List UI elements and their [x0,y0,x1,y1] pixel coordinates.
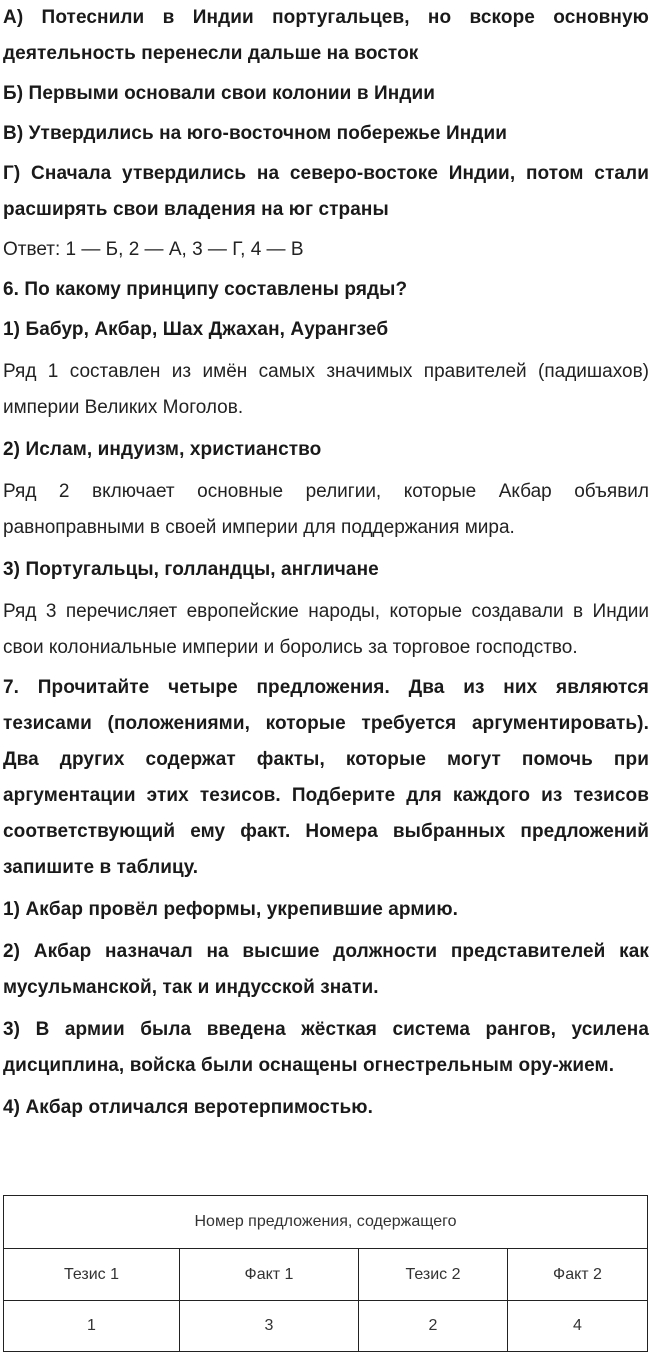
option-a: А) Потеснили в Индии португальцев, но вскоре основную деятельность перенесли дальше на восток [3,7,649,64]
row-2-explanation: Ряд 2 включает основные религии, которые Акбар объявил равноправными в своей империи для поддержания мира. [3,481,649,538]
option-c: В) Утвердились на юго-восточном побережье Индии [3,123,508,144]
sentence-4: 4) Акбар отличался веротерпимостью. [3,1097,373,1118]
row-3-explanation: Ряд 3 перечисляет европейские народы, которые создавали в Индии свои колониальные империи и боролись за торговое господство. [3,601,649,658]
row-1-explanation: Ряд 1 составлен из имён самых значимых правителей (падишахов) империи Великих Моголов. [3,361,649,418]
table-header: Номер предложения, содержащего [4,1196,648,1249]
value-thesis-1: 1 [4,1301,180,1352]
option-b: Б) Первыми основали свои колонии в Индии [3,83,436,104]
answer-5: Ответ: 1 — Б, 2 — А, 3 — Г, 4 — В [3,239,304,260]
row-2-title: 2) Ислам, индуизм, христианство [3,439,322,460]
value-fact-2: 4 [508,1301,648,1352]
value-fact-1: 3 [180,1301,359,1352]
column-thesis-2: Тезис 2 [359,1249,508,1301]
sentence-3: 3) В армии была введена жёсткая система рангов, усилена дисциплина, войска были оснащены огнестрельным ору-жием. [3,1019,649,1076]
column-fact-2: Факт 2 [508,1249,648,1301]
sentence-2: 2) Акбар назначал на высшие должности представителей как мусульманской, так и индусской знати. [3,941,649,998]
answer-table [3,1195,648,1352]
row-1-title: 1) Бабур, Акбар, Шах Джахан, Аурангзеб [3,319,389,340]
column-thesis-1: Тезис 1 [4,1249,180,1301]
question-6: 6. По какому принципу составлены ряды? [3,279,408,300]
column-fact-1: Факт 1 [180,1249,359,1301]
option-d: Г) Сначала утвердились на северо-востоке Индии, потом стали расширять свои владения на юг страны [3,163,649,220]
sentence-1: 1) Акбар провёл реформы, укрепившие армию. [3,899,459,920]
question-7: 7. Прочитайте четыре предложения. Два из них являются тезисами (положениями, которые требуется аргументировать). Два других содержат факты, которые могут помочь при аргументации этих тезисов. Подберите для каждого из тезисов соответствующий ему факт. Номера выбранных предложений запишите в таблицу. [3,677,649,878]
row-3-title: 3) Португальцы, голландцы, англичане [3,559,379,580]
value-thesis-2: 2 [359,1301,508,1352]
